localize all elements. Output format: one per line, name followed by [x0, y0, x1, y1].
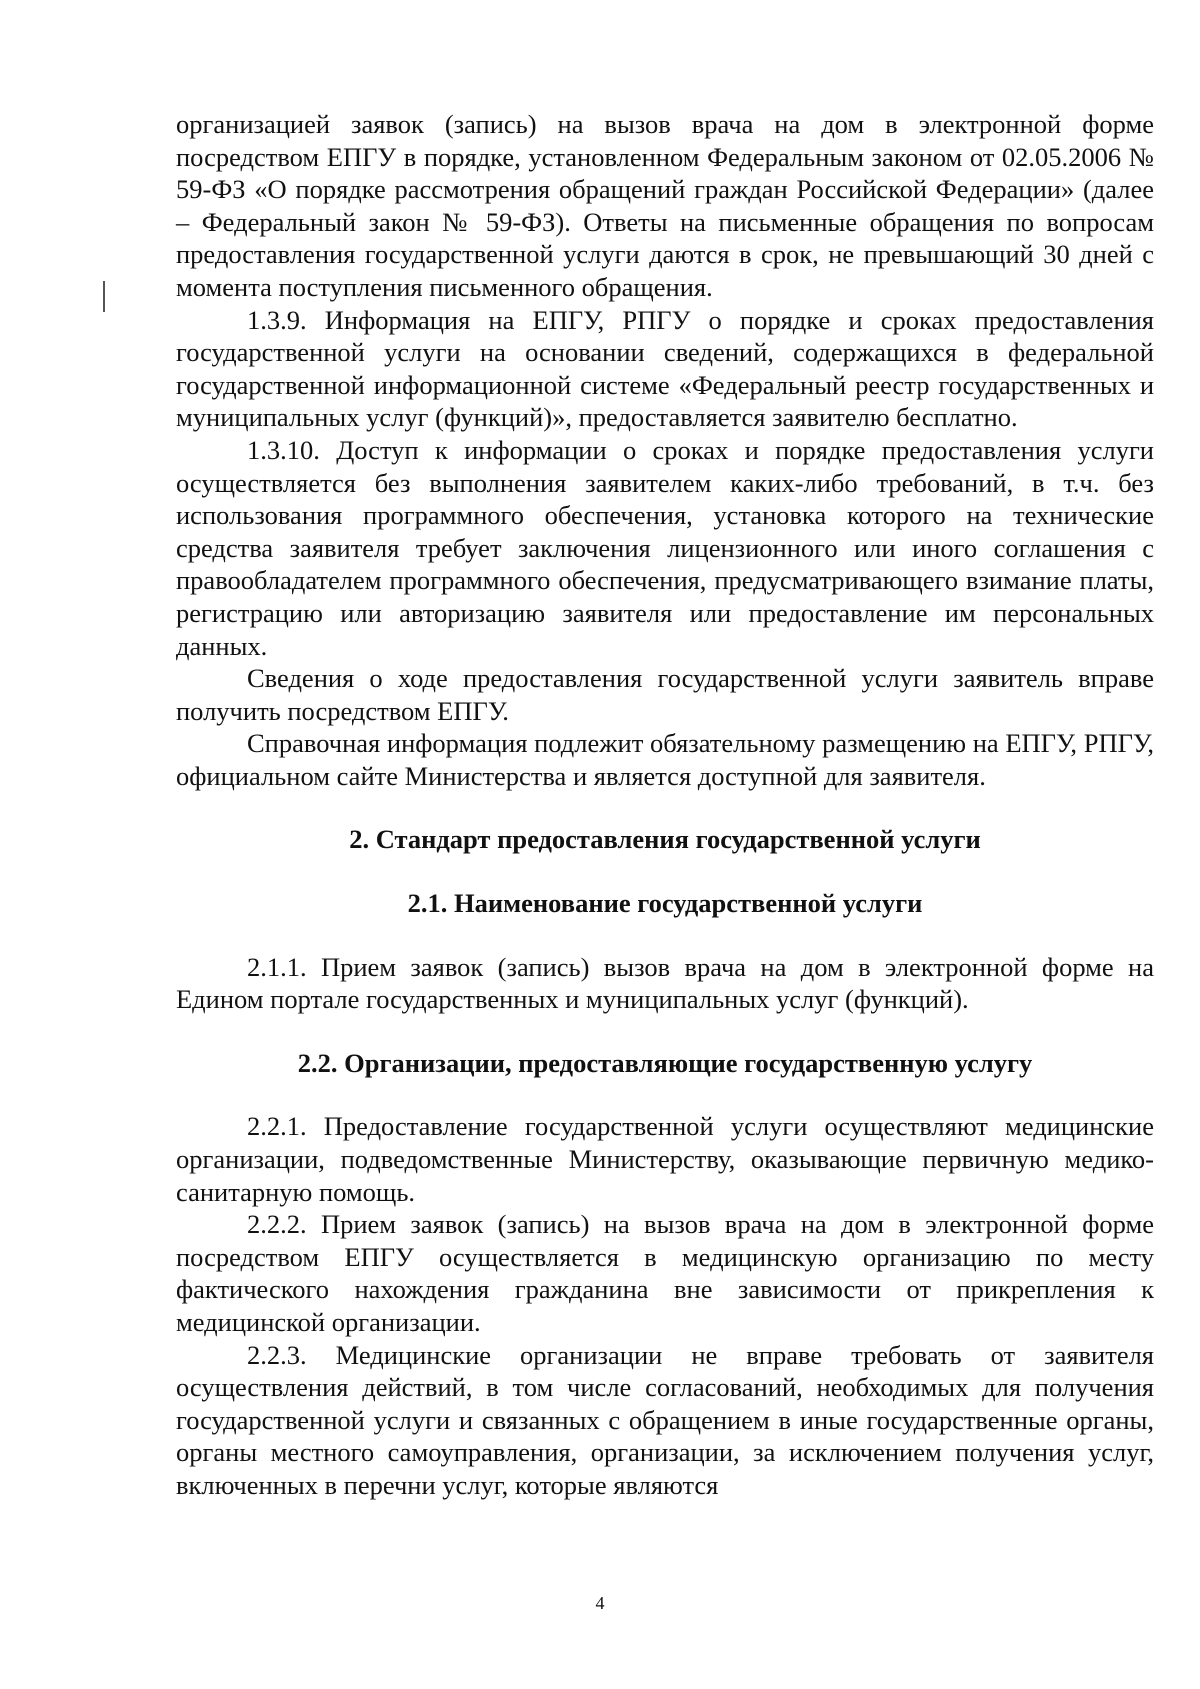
paragraph-reference-info: Справочная информация подлежит обязательному размещению на ЕПГУ, РПГУ, официальном сайте Министерства и является доступной для заявителя.: [176, 728, 1154, 791]
paragraph-status-info: Сведения о ходе предоставления государственной услуги заявитель вправе получить посредством ЕПГУ.: [176, 663, 1154, 726]
paragraph-intro: организацией заявок (запись) на вызов врача на дом в электронной форме посредством ЕПГУ в порядке, установленном Федеральным законом от 02.05.2006 № 59-ФЗ «О порядке рассмотрения обращений граждан Российской Федерации» (далее – Федеральный закон № 59-ФЗ). Ответы на письменные обращения по вопросам предоставления государственной услуги даются в срок, не превышающий 30 дней с момента поступления письменного обращения.: [176, 109, 1154, 302]
paragraph-2-2-3: 2.2.3. Медицинские организации не вправе требовать от заявителя осуществления действий, в том числе согласований, необходимых для получения государственной услуги и связанных с обращением в иные государственные органы, органы местного самоуправления, организации, за исключением получения услуг, включенных в перечни услуг, которые являются: [176, 1339, 1154, 1500]
margin-mark: [103, 281, 105, 312]
paragraph-1-3-10: 1.3.10. Доступ к информации о сроках и порядке предоставления услуги осуществляется без выполнения заявителем каких-либо требований, в т.ч. без использования программного обеспечения, установка которого на технические средства заявителя требует заключения лицензионного или иного соглашения с правообладателем программного обеспечения, предусматривающего взимание платы, регистрацию или авторизацию заявителя или предоставление им персональных данных.: [176, 434, 1154, 661]
page-number: 4: [595, 1593, 605, 1613]
paragraph-2-2-2: 2.2.2. Прием заявок (запись) на вызов врача на дом в электронной форме посредством ЕПГУ осуществляется в медицинскую организацию по месту фактического нахождения гражданина вне зависимости от прикрепления к медицинской организации.: [176, 1209, 1154, 1337]
paragraph-2-1-1: 2.1.1. Прием заявок (запись) вызов врача на дом в электронной форме на Едином портале государственных и муниципальных услуг (функций).: [176, 951, 1154, 1015]
page-content: [176, 108, 1154, 1502]
section-heading-2-2: 2.2. Организации, предоставляющие государственную услугу: [297, 1047, 1033, 1078]
section-heading-2: 2. Стандарт предоставления государственной услуги: [349, 824, 981, 855]
section-heading-2-1: 2.1. Наименование государственной услуги: [407, 888, 923, 919]
paragraph-1-3-9: 1.3.9. Информация на ЕПГУ, РПГУ о порядке и сроках предоставления государственной услуги на основании сведений, содержащихся в федеральной государственной информационной системе «Федеральный реестр государственных и муниципальных услуг (функций)», предоставляется заявителю бесплатно.: [176, 304, 1154, 433]
paragraph-2-2-1: 2.2.1. Предоставление государственной услуги осуществляют медицинские организации, подведомственные Министерству, оказывающие первичную медико-санитарную помощь.: [176, 1111, 1154, 1207]
